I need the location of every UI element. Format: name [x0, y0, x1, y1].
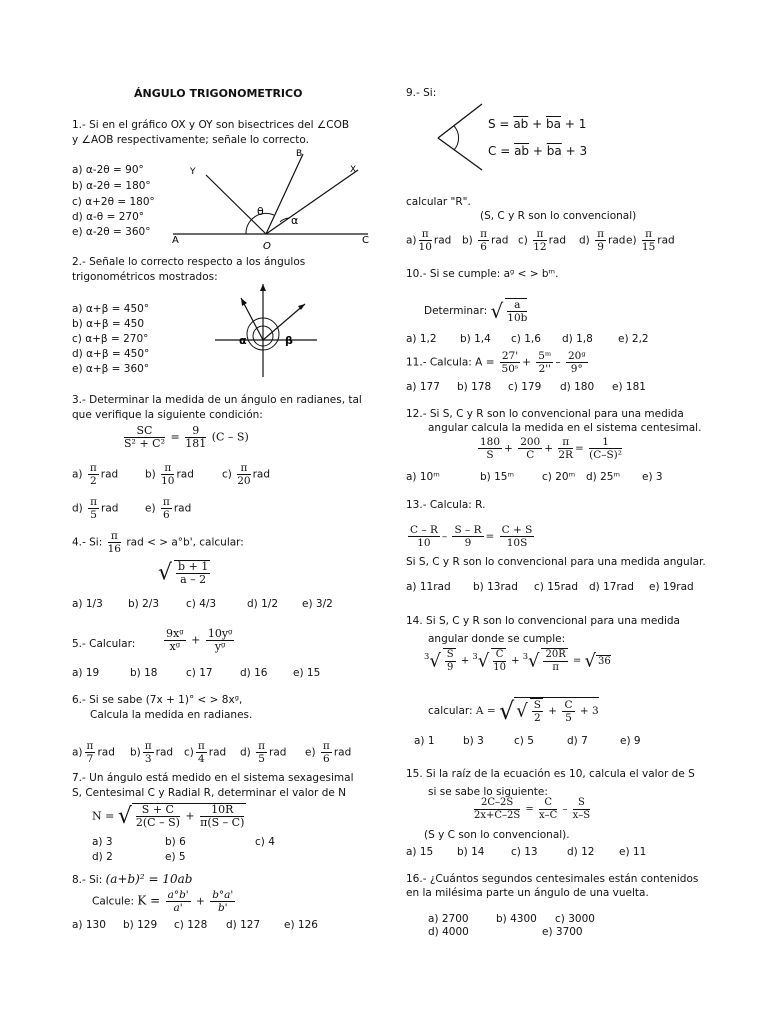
- page-title: ÁNGULO TRIGONOMETRICO: [134, 87, 303, 100]
- q6-option-b: b) $\frac{\pi}{3}$ rad: [130, 740, 174, 765]
- q11-option-b: b) 178: [457, 381, 492, 393]
- q8-option-d: d) 127: [226, 919, 261, 931]
- q12-option-a: a) 10ᵐ: [406, 471, 440, 483]
- q7-option-b: b) 6: [165, 836, 186, 848]
- q16-option-b: b) 4300: [496, 913, 537, 925]
- q1-option-e: e) α-2θ = 360°: [72, 226, 151, 238]
- q13-equation: $\frac{C - R}{10}$ – $\frac{S - R}{9}$ = $\frac{C + S}{10S}$: [410, 524, 533, 549]
- q15-stem-line2: si se sabe lo siguiente:: [428, 786, 548, 798]
- q12-stem-line2: angular calcula la medida en el sistema centesimal.: [428, 422, 702, 434]
- q12-option-d: d) 25ᵐ: [586, 471, 621, 483]
- q1-option-d: d) α-θ = 270°: [72, 211, 144, 223]
- q15-option-a: a) 15: [406, 846, 434, 858]
- q11-option-c: c) 179: [508, 381, 542, 393]
- q1-label-A: A: [172, 235, 179, 246]
- q12-option-b: b) 15ᵐ: [480, 471, 515, 483]
- q10-option-e: e) 2,2: [618, 333, 649, 345]
- q12-stem-line1: 12.- Si S, C y R son lo convencional para una medida: [406, 408, 684, 420]
- q15-option-e: e) 11: [619, 846, 647, 858]
- q13-option-a: a) 11rad: [406, 581, 451, 593]
- q6-stem-line1: 6.- Si se sabe (7x + 1)° < > 8xᵍ,: [72, 694, 243, 706]
- q5-option-b: b) 18: [130, 667, 158, 679]
- q14-option-b: b) 3: [463, 735, 484, 747]
- q9-s-equation: $S = \overline{ab} + \overline{ba} + 1$: [488, 117, 587, 131]
- q12-option-c: c) 20ᵐ: [542, 471, 576, 483]
- q4-option-d: d) 1/2: [247, 598, 278, 610]
- q14-option-e: e) 9: [620, 735, 641, 747]
- q8-expression: Calcule: K = $\frac{a^\circ b'}{a'}$ + $\frac{b^\circ a'}{b'}$: [92, 889, 234, 914]
- q15-equation: $\frac{2C-2S}{2x+C-2S}$ = $\frac{C}{x-C}$ – $\frac{S}{x-S}$: [474, 797, 591, 821]
- q1-label-X: X: [350, 165, 357, 175]
- q2-option-d: d) α+β = 450°: [72, 348, 150, 360]
- q10-stem: 10.- Si se cumple: aᵍ < > bᵐ.: [406, 268, 559, 280]
- q14-stem-line1: 14. Si S, C y R son lo convencional para una medida: [406, 615, 680, 627]
- q5-option-a: a) 19: [72, 667, 100, 679]
- q9-c-equation: $C = \overline{ab} + \overline{ba} + 3$: [488, 144, 588, 158]
- q2-label-beta: β: [285, 334, 293, 347]
- q2-stem-line2: trigonométricos mostrados:: [72, 271, 218, 283]
- q16-stem-line1: 16.- ¿Cuántos segundos centesimales están contenidos: [406, 873, 699, 885]
- q6-option-d: d) $\frac{\pi}{5}$ rad: [240, 740, 287, 765]
- q11-option-a: a) 177: [406, 381, 440, 393]
- q9-stem: 9.- Si:: [406, 87, 437, 99]
- q1-label-O: O: [263, 241, 271, 252]
- q2-stem-line1: 2.- Señale lo correcto respecto a los ángulos: [72, 256, 306, 268]
- q16-option-d: d) 4000: [428, 926, 469, 938]
- q8-option-c: c) 128: [174, 919, 208, 931]
- q3-option-b: b) $\frac{\pi}{10}$ rad: [145, 462, 194, 487]
- q5-option-d: d) 16: [240, 667, 268, 679]
- q2-angle-figure: [205, 282, 325, 382]
- q3-option-d: d) $\frac{\pi}{5}$ rad: [72, 496, 119, 521]
- q2-label-alpha: α: [239, 334, 247, 347]
- q2-option-c: c) α+β = 270°: [72, 333, 149, 345]
- q3-equation: [122, 425, 249, 450]
- q7-option-e: e) 5: [165, 851, 186, 863]
- q5-option-c: c) 17: [186, 667, 213, 679]
- q15-stem-line1: 15. Si la raíz de la ecuación es 10, calcula el valor de S: [406, 768, 695, 780]
- q7-stem-line2: S, Centesimal C y Radial R, determinar el valor de N: [72, 787, 347, 799]
- q13-option-e: e) 19rad: [649, 581, 694, 593]
- q3-eq-tail: (C – S): [211, 430, 249, 444]
- q3-eq-den2: 181: [185, 437, 207, 450]
- q1-label-Y: Y: [190, 167, 196, 177]
- q9-calc: calcular "R".: [406, 196, 471, 208]
- q9-option-c: c) $\frac{\pi}{12}$ rad: [518, 228, 567, 253]
- q14-option-d: d) 7: [567, 735, 588, 747]
- q13-option-b: b) 13rad: [473, 581, 518, 593]
- q10-option-b: b) 1,4: [460, 333, 491, 345]
- q2-option-b: b) α+β = 450: [72, 318, 145, 330]
- q7-option-d: d) 2: [92, 851, 113, 863]
- q8-condition: 8.- Si: (a+b)² = 10ab: [72, 872, 193, 886]
- q16-option-c: c) 3000: [555, 913, 595, 925]
- q9-note: (S, C y R son lo convencional): [480, 210, 637, 222]
- q6-stem-line2: Calcula la medida en radianes.: [90, 709, 253, 721]
- q4-stem: 4.- Si: $\frac{\pi}{16}$ rad < > a°b', calcular:: [72, 530, 244, 555]
- q9-option-e: e) $\frac{\pi}{15}$ rad: [626, 228, 675, 253]
- q9-angle-figure: [432, 96, 502, 176]
- q8-option-e: e) 126: [284, 919, 318, 931]
- q15-option-b: b) 14: [457, 846, 485, 858]
- q14-stem-line2: angular donde se cumple:: [428, 633, 566, 645]
- q5-expression: $\frac{\text{9xᵍ}}{\text{xᵍ}}$ + $\frac{\text{10yᵍ}}{\text{yᵍ}}$: [166, 627, 233, 653]
- q9-option-a: a) $\frac{\pi}{10}$ rad: [406, 228, 452, 253]
- q1-label-theta: θ: [257, 205, 264, 218]
- q3-eq-den: S² + C²: [124, 437, 165, 450]
- q13-stem: 13.- Calcula: R.: [406, 499, 486, 511]
- q10-option-a: a) 1,2: [406, 333, 437, 345]
- q4-radical: √ $\frac{b + 1}{a - 2}$: [158, 560, 209, 586]
- q6-option-e: e) $\frac{\pi}{6}$ rad: [305, 740, 352, 765]
- q9-option-d: d) $\frac{\pi}{9}$ rad: [579, 228, 626, 253]
- q16-stem-line2: en la milésima parte un ángulo de una vuelta.: [406, 887, 649, 899]
- q15-note: (S y C son lo convencional).: [424, 829, 570, 841]
- q5-option-e: e) 15: [293, 667, 321, 679]
- q3-eq-equals: =: [170, 430, 180, 444]
- q13-option-d: d) 17rad: [589, 581, 634, 593]
- q1-label-B: B: [296, 149, 303, 159]
- q2-option-e: e) α+β = 360°: [72, 363, 150, 375]
- q1-label-C: C: [362, 235, 369, 246]
- q11-stem: 11.- Calcula: A = $\frac{27'}{\text{50ˢ}}$ + $\frac{\text{5ᵐ}}{2''}$ – $\frac{\text{20ᵍ}}{9^\circ}$: [406, 350, 586, 375]
- q7-option-c: c) 4: [255, 836, 275, 848]
- q15-option-c: c) 13: [511, 846, 538, 858]
- q12-equation: $\frac{180}{S}$ + $\frac{200}{C}$ + $\frac{\pi}{2R}$ = $\frac{1}{\text{(C–S)²}}$: [480, 436, 622, 461]
- q14-calc: calcular: A = √ √ $\frac{S}{2}$ + $\frac{C}{5}$ + 3: [428, 697, 599, 725]
- q6-option-c: c) $\frac{\pi}{4}$ rad: [184, 740, 227, 765]
- q6-option-a: a) $\frac{\pi}{7}$ rad: [72, 740, 115, 765]
- q7-stem-line1: 7.- Un ángulo está medido en el sistema sexagesimal: [72, 772, 354, 784]
- q3-eq-num2: 9: [185, 425, 206, 438]
- q2-option-a: a) α+β = 450°: [72, 303, 150, 315]
- q1-angle-figure: [168, 142, 373, 252]
- q1-option-b: b) α-2θ = 180°: [72, 180, 151, 192]
- q14-equation: $^3$√ $\frac{S}{9}$ + $^3$√ $\frac{C}{10}$ + $^3$√ $\frac{20R}{\pi}$ = √ 36: [424, 649, 611, 673]
- q1-stem-line1: 1.- Si en el gráfico OX y OY son bisectrices del ∠COB: [72, 119, 350, 131]
- q4-option-e: e) 3/2: [302, 598, 333, 610]
- q5-stem: 5.- Calcular:: [72, 638, 136, 650]
- q9-option-b: b) $\frac{\pi}{6}$ rad: [462, 228, 509, 253]
- q11-option-d: d) 180: [560, 381, 595, 393]
- q1-option-a: a) α-2θ = 90°: [72, 164, 144, 176]
- q3-option-a: a) $\frac{\pi}{2}$ rad: [72, 462, 119, 487]
- q4-option-a: a) 1/3: [72, 598, 103, 610]
- q8-option-b: b) 129: [123, 919, 158, 931]
- q3-stem-line2: que verifique la siguiente condición:: [72, 409, 263, 421]
- q13-option-c: c) 15rad: [534, 581, 578, 593]
- q3-stem-line1: 3.- Determinar la medida de un ángulo en radianes, tal: [72, 394, 362, 406]
- q10-determine: Determinar: √ $\frac{a}{10b}$: [424, 299, 528, 324]
- q15-option-d: d) 12: [567, 846, 595, 858]
- q3-option-e: e) $\frac{\pi}{6}$ rad: [145, 496, 192, 521]
- q3-eq-num: SC: [124, 425, 165, 438]
- q7-option-a: a) 3: [92, 836, 113, 848]
- q14-option-a: a) 1: [414, 735, 435, 747]
- q1-label-alpha: α: [291, 214, 299, 227]
- q8-option-a: a) 130: [72, 919, 106, 931]
- q7-expression: N = √ $\frac{S + C}{2(C - S)}$ + $\frac{10R}{\pi(S - C)}$: [92, 803, 245, 829]
- q12-option-e: e) 3: [642, 471, 663, 483]
- q1-option-c: c) α+2θ = 180°: [72, 196, 155, 208]
- q4-option-b: b) 2/3: [128, 598, 159, 610]
- q3-option-c: c) $\frac{\pi}{20}$ rad: [222, 462, 271, 487]
- q10-option-d: d) 1,8: [562, 333, 593, 345]
- q14-option-c: c) 5: [514, 735, 534, 747]
- q16-option-a: a) 2700: [428, 913, 469, 925]
- q13-note: Si S, C y R son lo convencional para una medida angular.: [406, 556, 706, 568]
- q1-stem-line2: y ∠AOB respectivamente; señale lo correcto.: [72, 134, 309, 146]
- q10-option-c: c) 1,6: [511, 333, 541, 345]
- q4-option-c: c) 4/3: [186, 598, 217, 610]
- q16-option-e: e) 3700: [542, 926, 583, 938]
- q11-option-e: e) 181: [612, 381, 646, 393]
